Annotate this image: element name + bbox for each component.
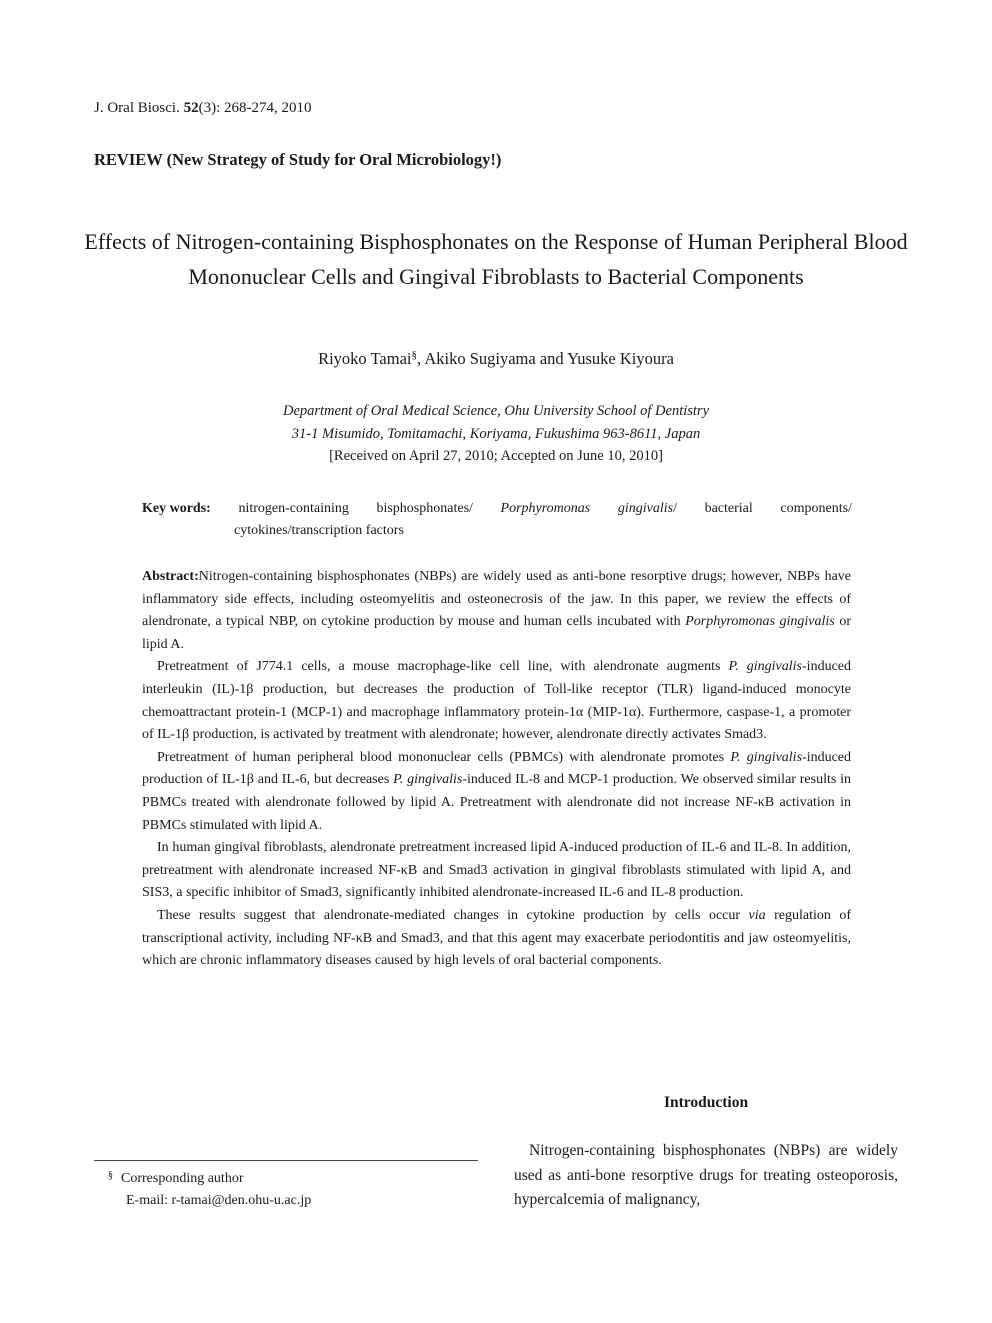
footnote-email: E-mail: r-tamai@den.ohu-u.ac.jp — [126, 1193, 312, 1208]
abstract-p5-italic: via — [748, 907, 766, 923]
keyword-3b: gingivalis — [617, 501, 674, 516]
introduction-paragraph: Nitrogen-containing bisphosphonates (NBPs) are widely used as anti-bone resorptive drugs for treating osteoporosis, hypercalcemia of malignancy, — [514, 1142, 898, 1208]
keywords-block — [142, 498, 852, 542]
abstract-p3-text-b: -induced production of IL-1β and IL-6, but decreases — [142, 749, 852, 788]
abstract-p2-text-a: Pretreatment of J774.1 cells, a mouse macrophage-like cell line, with alendronate augments — [157, 659, 729, 675]
footnote-divider — [94, 1160, 478, 1161]
abstract-p1-italic: Porphyromonas gingivalis — [685, 614, 835, 630]
footnote-label: Corresponding author — [121, 1171, 244, 1186]
footnote-mark: § — [108, 1170, 113, 1181]
abstract-p3-italic-1: P. gingivalis — [730, 749, 803, 765]
article-title: Effects of Nitrogen-containing Bisphosphonates on the Response of Human Peripheral Blood Mononuclear Cells and Gingival Fibroblasts to Bacterial Components — [84, 229, 908, 289]
keyword-1: nitrogen-containing — [238, 501, 349, 516]
journal-name: J. Oral Biosci. — [94, 100, 180, 116]
abstract-p3-italic-2: P. gingivalis — [393, 772, 463, 788]
abstract-p1-text-a: Nitrogen-containing bisphosphonates (NBPs) are widely used as anti-bone resorptive drugs; however, NBPs have inflammatory side effects, including osteomyelitis and osteonecrosis of the jaw. In this paper, we review the effects of alendronate, a typical NBP, on cytokine production by mouse and human cells incubated with — [142, 569, 851, 630]
affiliation-address: 31-1 Misumido, Tomitamachi, Koriyama, Fukushima 963-8611, Japan — [291, 425, 701, 442]
keywords-label: Key words: — [142, 501, 211, 516]
author-rest: , Akiko Sugiyama and Yusuke Kiyoura — [416, 349, 674, 368]
abstract-p1-text-b: or lipid A. — [142, 614, 851, 652]
abstract-p3-text-a: Pretreatment of human peripheral blood mononuclear cells (PBMCs) with alendronate promotes — [157, 749, 731, 765]
abstract-p3-text-c: -induced IL-8 and MCP-1 production. We observed similar results in PBMCs treated with alendronate followed by lipid A. Pretreatment with alendronate did not increase NF-κB activation in PBMCs stimulated with lipid A. — [142, 772, 851, 833]
keyword-4a: bacterial — [704, 501, 753, 516]
footnote — [108, 1165, 311, 1212]
keyword-2: bisphosphonates/ — [376, 501, 473, 516]
abstract-paragraph-2 — [142, 656, 851, 746]
journal-volume: 52 — [183, 100, 199, 116]
corresponding-mark: § — [411, 349, 417, 361]
keyword-3 — [618, 498, 677, 520]
keywords-line-2: cytokines/transcription factors — [234, 523, 404, 538]
abstract-paragraph-4: In human gingival fibroblasts, alendronate pretreatment increased lipid A-induced production of IL-6 and IL-8. In addition, pretreatment with alendronate increased NF-κB and Smad3 activation in gingival fibroblasts stimulated with lipid A, and SIS3, a specific inhibitor of Smad3, significantly inhibited alendronate-increased IL-6 and IL-8 production. — [142, 840, 851, 901]
abstract-label: Abstract: — [142, 569, 199, 584]
abstract — [142, 566, 851, 973]
abstract-p2-text-b: -induced interleukin (IL)-1β production, but decreases the production of Toll-like receptor (TLR) ligand-induced monocyte chemoattractant protein-1 (MCP-1) and macrophage inflammatory protein-1α (MIP-1α). Furthermore, caspase-1, a promoter of IL-1β production, is activated by treatment with alendronate; however, alendronate directly activates Smad3. — [142, 659, 851, 743]
keyword-3a: Porphyromonas — [500, 501, 591, 516]
abstract-paragraph-5 — [142, 905, 851, 973]
affiliation-department: Department of Oral Medical Science, Ohu University School of Dentistry — [282, 403, 710, 419]
abstract-p2-italic: P. gingivalis — [728, 659, 803, 675]
abstract-paragraph-3 — [142, 747, 851, 837]
abstract-p5-text-b: regulation of transcriptional activity, including NF-κB and Smad3, and that this agent may exacerbate periodontitis and jaw osteomyelitis, which are chronic inflammatory diseases caused by high levels of oral bacterial components. — [142, 907, 851, 969]
author-list — [0, 349, 992, 369]
keyword-4b: components/ — [780, 501, 852, 516]
affiliation — [0, 400, 992, 468]
footnote-corresponding — [108, 1165, 311, 1190]
abstract-p5-text-a: These results suggest that alendronate-mediated changes in cytokine production by cells occur — [157, 907, 749, 923]
journal-citation — [94, 100, 311, 117]
author-first: Riyoko Tamai — [318, 349, 412, 368]
review-series-line: REVIEW (New Strategy of Study for Oral Microbiology!) — [94, 150, 502, 169]
journal-issue-pages: (3): 268-274, 2010 — [198, 100, 312, 116]
received-accepted-dates: [Received on April 27, 2010; Accepted on June 10, 2010] — [329, 448, 663, 464]
introduction-heading: Introduction — [663, 1094, 749, 1111]
abstract-paragraph-1 — [142, 566, 851, 656]
keyword-3-sep: / — [673, 501, 677, 516]
